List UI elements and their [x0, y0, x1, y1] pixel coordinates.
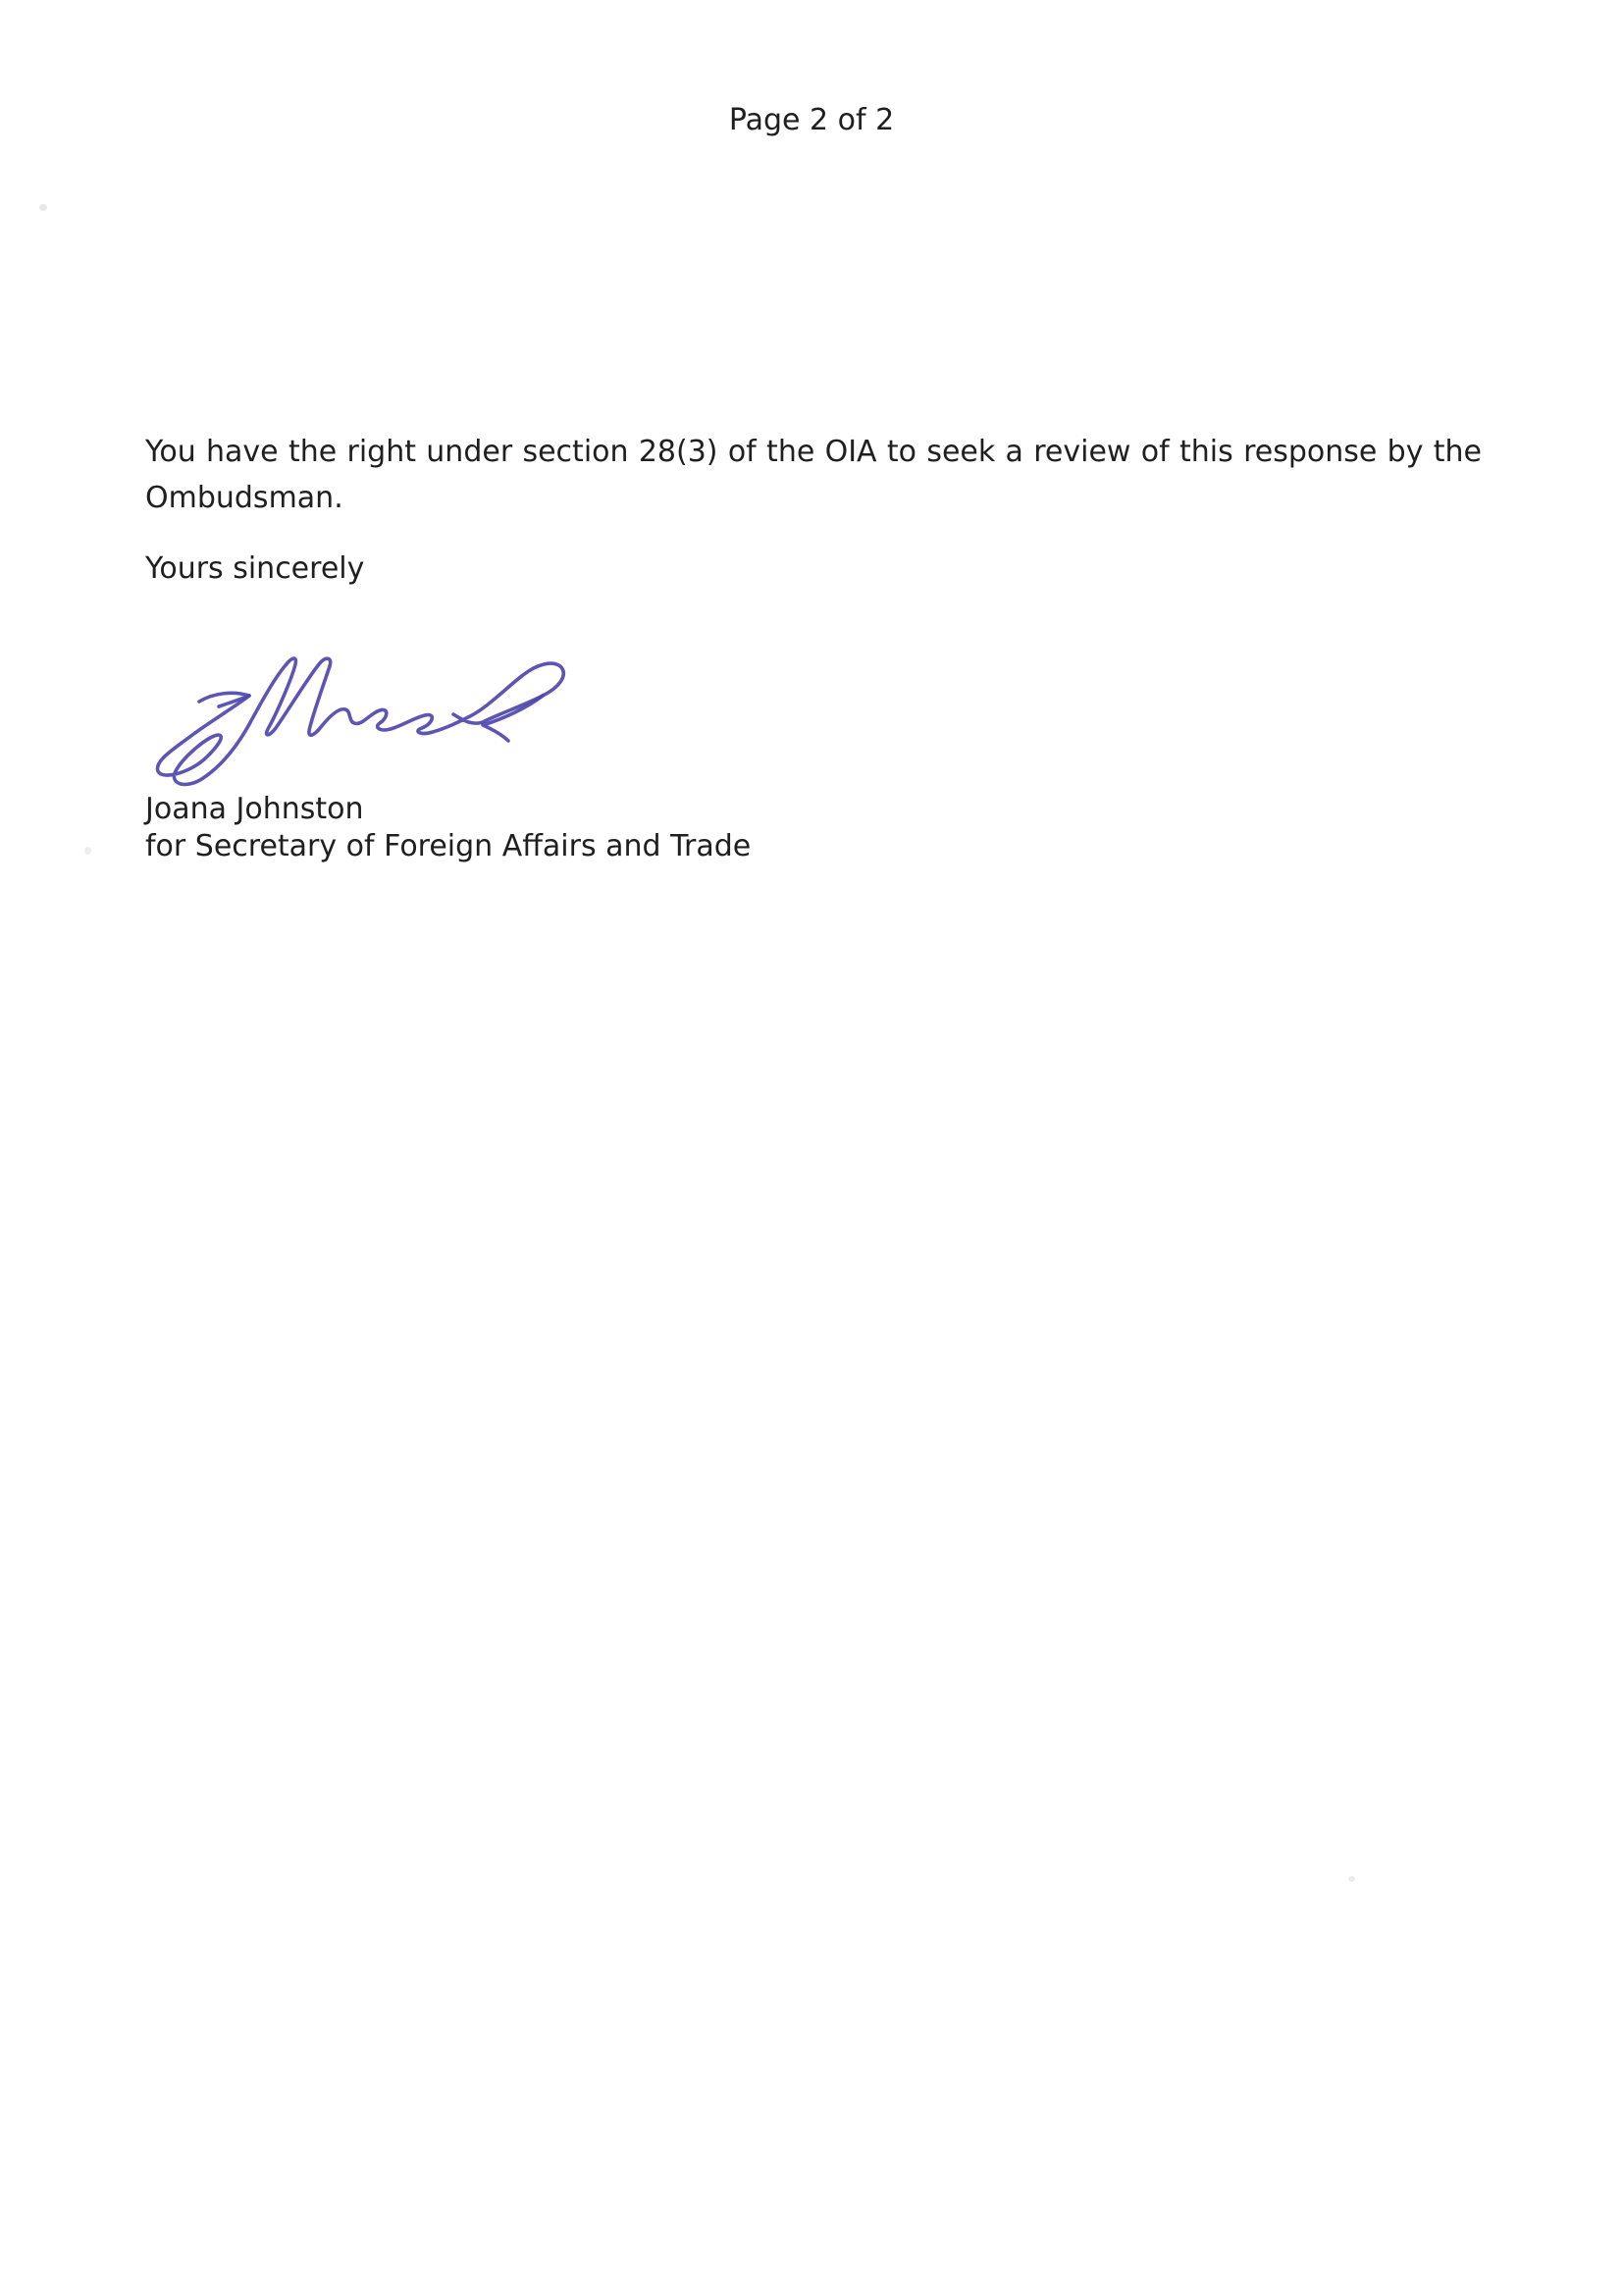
scan-artifact: [84, 847, 91, 855]
handwritten-signature: [137, 633, 589, 795]
scan-artifact: [39, 204, 47, 211]
body-paragraph: [145, 429, 1482, 521]
scan-artifact: [1348, 1876, 1355, 1882]
page-number: Page 2 of 2: [728, 103, 895, 137]
signature-stroke-main: [157, 658, 563, 784]
signatory-name: Joana Johnston: [145, 792, 364, 826]
signature-ink-strokes: [137, 633, 589, 795]
body-paragraph-line-1: You have the right under section 28(3) of the OIA to seek a review of this response by the: [145, 435, 1482, 469]
signatory-title: for Secretary of Foreign Affairs and Trade: [145, 829, 752, 863]
signatory-block: [145, 791, 1482, 865]
closing-salutation: Yours sincerely: [145, 551, 365, 586]
body-paragraph-line-2: Ombudsman.: [145, 481, 343, 515]
